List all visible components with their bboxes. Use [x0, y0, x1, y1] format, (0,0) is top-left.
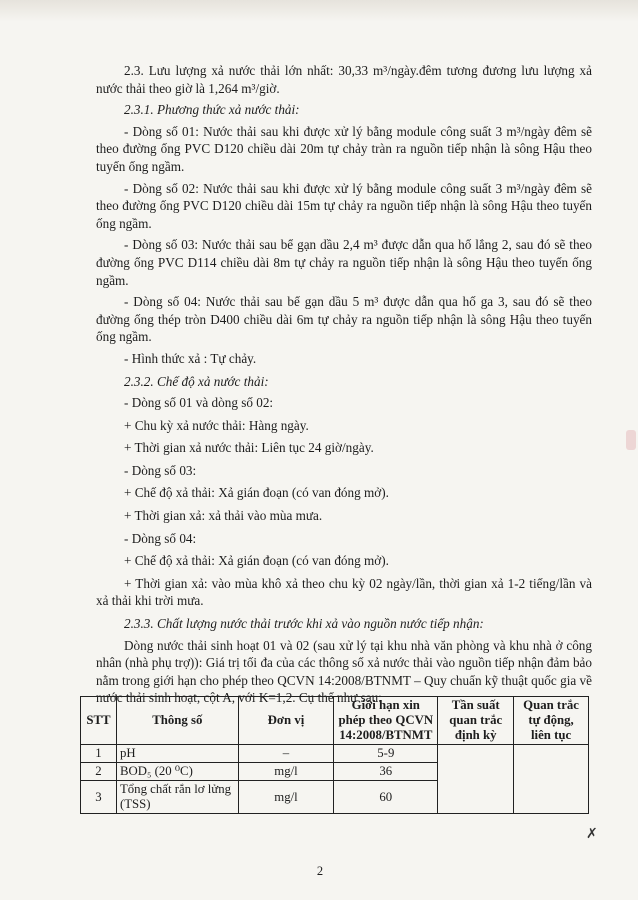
cell-limit: 60 — [334, 781, 438, 814]
header-don-vi: Đơn vị — [238, 697, 334, 745]
cell-stt: 3 — [81, 781, 117, 814]
paragraph-dong-04: - Dòng số 04: Nước thải sau bể gạn dầu 5 m³ được dẫn qua hố ga 3, sau đó sẽ theo đường ống thép tròn D400 chiều dài 6m tự chảy ra nguồn tiếp nhận là sông Hậu theo tuyến ống ngầm. — [96, 294, 592, 345]
list-line: + Thời gian xả nước thải: Liên tục 24 giờ/ngày. — [124, 440, 374, 456]
cell-unit: mg/l — [238, 763, 334, 781]
list-line: - Dòng số 04: — [124, 530, 197, 546]
hinh-thuc-xa: - Hình thức xả : Tự chảy. — [124, 350, 257, 366]
paragraph-dong-02: - Dòng số 02: Nước thải sau khi được xử lý bằng module công suất 3 m³/ngày đêm sẽ theo đường ống PVC D120 chiều dài 15m tự chảy ra nguồn tiếp nhận là sông Hậu theo tuyến ống ngầm. — [96, 180, 592, 231]
list-line: - Dòng số 03: — [124, 462, 197, 478]
heading-2-3-3: 2.3.3. Chất lượng nước thải trước khi xả vào nguồn nước tiếp nhận: — [124, 616, 484, 632]
cell-unit: mg/l — [238, 781, 334, 814]
paragraph-dong-03: - Dòng số 03: Nước thải sau bể gạn dầu 2,4 m³ được dẫn qua hố lắng 2, sau đó sẽ theo đường ống PVC D114 chiều dài 8m tự chảy ra nguồn tiếp nhận là sông Hậu theo tuyến ống ngầm. — [96, 237, 592, 288]
table-row — [81, 745, 589, 763]
header-gioi-han: Giới hạn xin phép theo QCVN 14:2008/BTNMT — [334, 697, 438, 745]
cell-limit: 5-9 — [334, 745, 438, 763]
list-line: + Thời gian xả: xả thải vào mùa mưa. — [124, 508, 323, 524]
paragraph-dong-01: - Dòng số 01: Nước thải sau khi được xử lý bằng module công suất 3 m³/ngày đêm sẽ theo đường ống PVC D120 chiều dài 20m tự chảy tràn ra nguồn tiếp nhận là sông Hậu theo tuyến ống ngầm. — [96, 123, 592, 174]
cell-param: pH — [116, 745, 238, 763]
table-header-row — [81, 697, 589, 745]
list-line: + Chế độ xả thải: Xả gián đoạn (có van đóng mở). — [124, 553, 389, 569]
cell-limit: 36 — [334, 763, 438, 781]
initial-mark: ✗ — [586, 827, 598, 842]
document-body — [96, 62, 592, 711]
header-thong-so: Thông số — [116, 697, 238, 745]
cell-auto-monitoring — [514, 745, 589, 814]
list-line: + Chế độ xả thải: Xả gián đoạn (có van đóng mở). — [124, 485, 389, 501]
scan-shadow — [0, 0, 638, 22]
paragraph-chat-luong: Dòng nước thải sinh hoạt 01 và 02 (sau xử lý tại khu nhà văn phòng và khu nhà ở công nhân (nhà phụ trợ)): Giá trị tối đa của các thông số xả nước thải vào nguồn tiếp nhận đảm bảo nằm trong giới hạn cho phép theo QCVN 14:2008/BTNMT – Quy chuẩn kỹ thuật quốc gia về nước thải sinh hoạt, cột A, với K=1,2. Cụ thể như sau: — [96, 637, 592, 706]
header-quan-trac: Quan trắc tự động, liên tục — [514, 697, 589, 745]
header-stt: STT — [81, 697, 117, 745]
page-number: 2 — [316, 864, 324, 878]
heading-2-3-1: 2.3.1. Phương thức xả nước thải: — [124, 102, 300, 118]
cell-param: BOD₅ (20 ⁰C) — [116, 763, 238, 781]
cell-frequency — [438, 745, 514, 814]
cell-unit: – — [238, 745, 334, 763]
scan-stain — [626, 430, 636, 450]
cell-stt: 2 — [81, 763, 117, 781]
header-tan-suat: Tần suất quan trắc định kỳ — [438, 697, 514, 745]
cell-stt: 1 — [81, 745, 117, 763]
paragraph-2-3: 2.3. Lưu lượng xả nước thải lớn nhất: 30,33 m³/ngày.đêm tương đương lưu lượng xả nước thải theo giờ là 1,264 m³/giờ. — [96, 63, 592, 96]
list-line: - Dòng số 01 và dòng số 02: — [124, 395, 274, 411]
heading-2-3-2: 2.3.2. Chế độ xả nước thải: — [124, 373, 269, 389]
list-line: + Thời gian xả: vào mùa khô xả theo chu kỳ 02 ngày/lần, thời gian xả 1-2 tiếng/lần và xả thải khi trời mưa. — [96, 575, 592, 609]
cell-param: Tổng chất rắn lơ lửng (TSS) — [116, 781, 238, 814]
parameter-table — [80, 696, 589, 814]
list-line: + Chu kỳ xả nước thải: Hàng ngày. — [124, 417, 309, 433]
